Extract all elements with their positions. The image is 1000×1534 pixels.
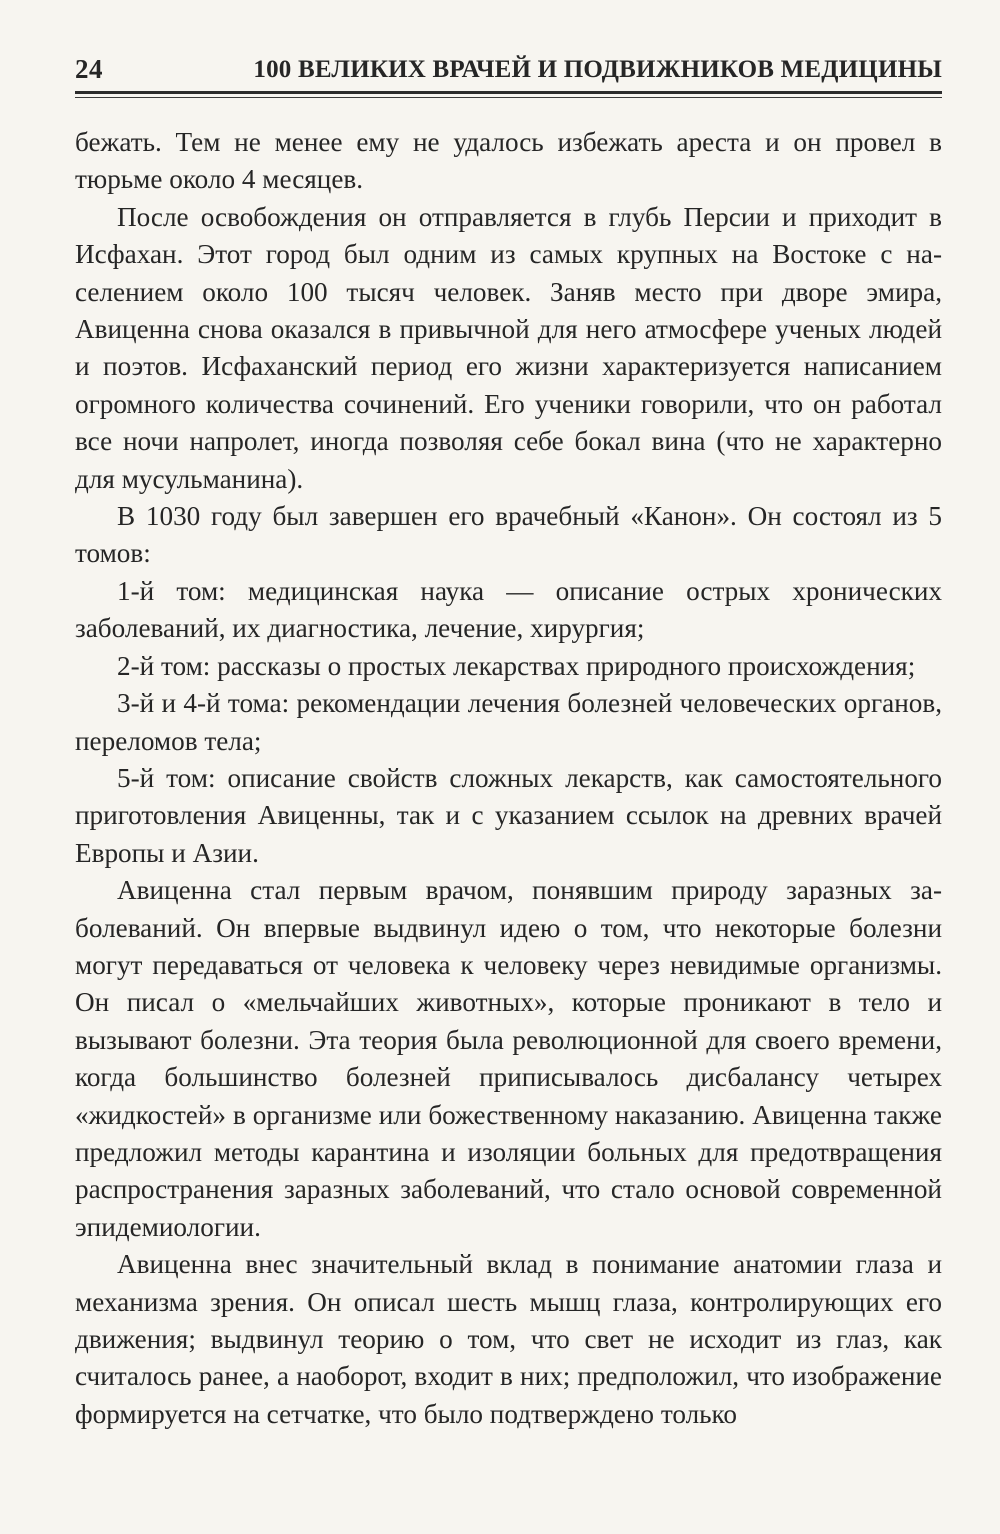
paragraph-canon: В 1030 году был завершен его врачебный «Канон». Он состоял из 5 томов: — [75, 501, 942, 569]
page-header — [75, 48, 942, 88]
paragraph-eye-anatomy: Авиценна внес значительный вклад в понимание анатомии глаза и механизма зрения. Он описал шесть мышц глаза, контролирующих его движения; выдвинул теорию о том, что свет не исходит из глаз, как считалось ранее, а наоборот, входит в них; предположил, что изображение формируется на сетчатке, что было подтверждено только — [75, 1249, 942, 1429]
running-title: 100 ВЕЛИКИХ ВРАЧЕЙ И ПОДВИЖНИКОВ МЕДИЦИНЫ — [253, 56, 942, 83]
paragraph-continuation: бежать. Тем не менее ему не удалось избежать ареста и он провел в тюрьме около 4 месяцев. — [75, 127, 942, 195]
list-item-volume-3-4: 3-й и 4-й тома: рекомендации лечения болезней человеческих органов, переломов тела; — [75, 688, 942, 756]
header-rule-thick — [75, 91, 942, 94]
paragraph-contagion: Авиценна стал первым врачом, понявшим природу заразных заболеваний. Он впервые выдвинул идею о том, что некоторые болезни могут передаваться от человека к человеку через невидимые организмы. Он писал о «мельчайших животных», которые проникают в тело и вызывают болезни. Эта теория была революционной для своего времени, когда большинство болезней приписывалось дисбалансу четырех «жидкостей» в организме или божественному наказанию. Авиценна также предложил методы карантина и изоляции больных для предотвращения распространения заразных заболеваний, что стало основой современной эпидемиологии. — [75, 875, 942, 1242]
list-item-volume-5: 5-й том: описание свойств сложных лекарств, как самостоятельного приготовления Авиценны, так и с указанием ссылок на древних врачей Европы и Азии. — [75, 762, 942, 868]
header-rule-thin — [75, 97, 942, 98]
list-item-volume-1: 1-й том: медицинская наука — описание острых хронических заболеваний, их диагностика, лечение, хирургия; — [75, 575, 942, 644]
body-text — [75, 124, 942, 1433]
paragraph-isfahan: После освобождения он отправляется в глубь Персии и приходит в Исфахан. Этот город был одним из самых крупных на Востоке с населением около 100 тысяч человек. Заняв место при дворе эмира, Авиценна снова оказался в привычной для него атмосфере ученых людей и поэтов. Исфаханский период его жизни характеризуется написанием огромного количества сочинений. Его ученики говорили, что он работал все ночи напролет, иногда позволяя себе бокал вина (что не характерно для мусульманина). — [75, 201, 942, 494]
page-number: 24 — [75, 54, 103, 84]
list-item-volume-2: 2-й том: рассказы о простых лекарствах природного происхождения; — [117, 650, 916, 681]
